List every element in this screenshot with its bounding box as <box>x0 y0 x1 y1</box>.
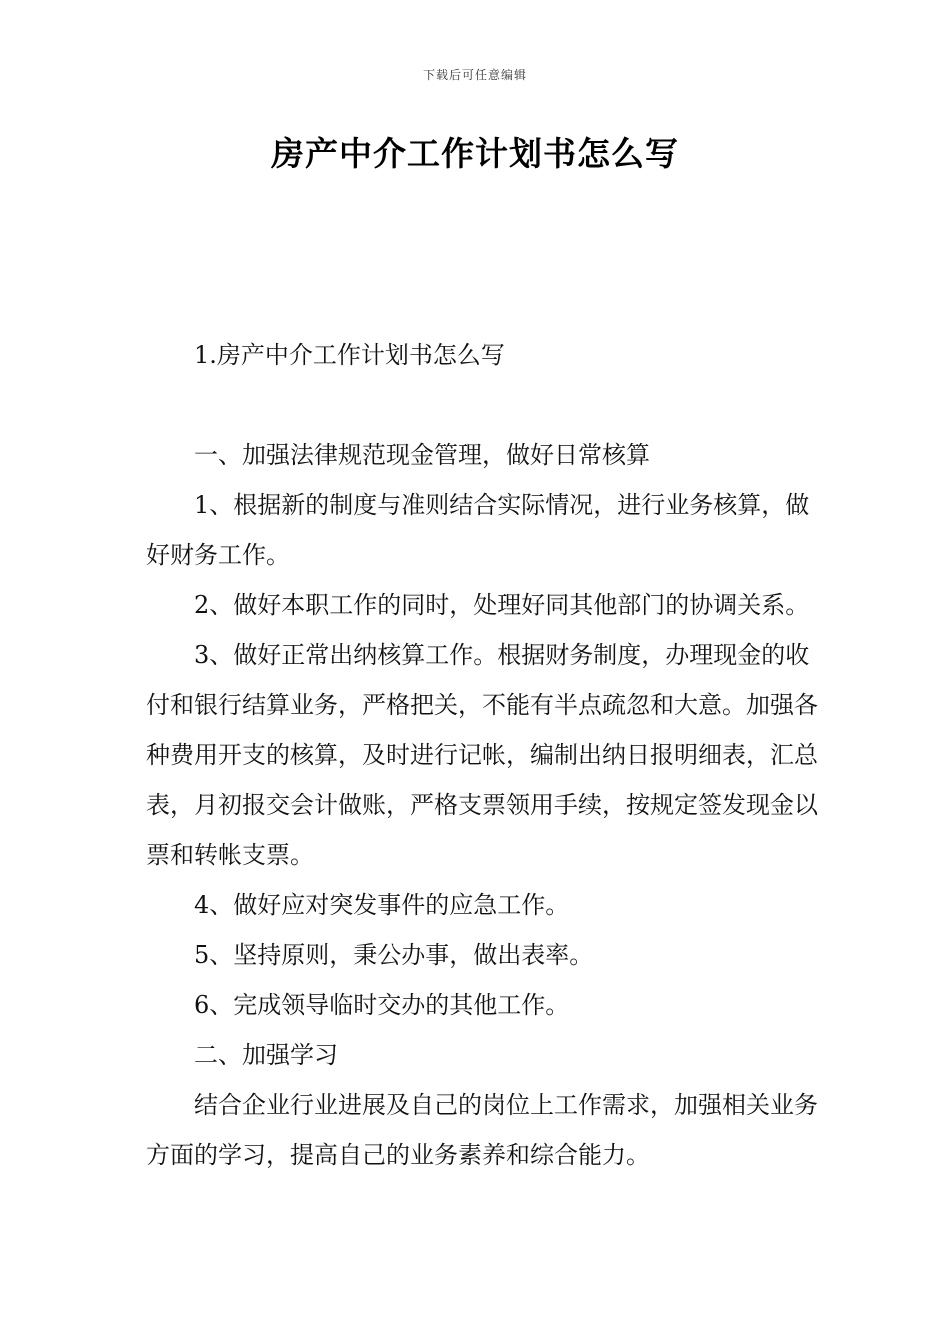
section-heading-1: 1.房产中介工作计划书怎么写 <box>194 341 505 369</box>
section-heading-2: 一、加强法律规范现金管理，做好日常核算 <box>194 441 650 469</box>
document-body <box>146 330 826 1180</box>
paragraph-item-2: 2、做好本职工作的同时，处理好同其他部门的协调关系。 <box>194 591 810 619</box>
paragraph-item-1: 1、根据新的制度与准则结合实际情况，进行业务核算，做好财务工作。 <box>146 491 810 569</box>
paragraph-item-4: 4、做好应对突发事件的应急工作。 <box>194 891 570 919</box>
document-title: 房产中介工作计划书怎么写 <box>271 134 679 173</box>
paragraph-study: 结合企业行业进展及自己的岗位上工作需求，加强相关业务方面的学习，提高自己的业务素养和综合能力。 <box>146 1091 818 1169</box>
section-heading-3: 二、加强学习 <box>194 1041 338 1069</box>
paragraph-item-6: 6、完成领导临时交办的其他工作。 <box>194 991 570 1019</box>
paragraph-item-5: 5、坚持原则，秉公办事，做出表率。 <box>194 941 594 969</box>
paragraph-item-3: 3、做好正常出纳核算工作。根据财务制度，办理现金的收付和银行结算业务，严格把关，不能有半点疏忽和大意。加强各种费用开支的核算，及时进行记帐，编制出纳日报明细表，汇总表，月初报交会计做账，严格支票领用手续，按规定签发现金以票和转帐支票。 <box>146 641 818 869</box>
header-note: 下载后可任意编辑 <box>422 68 527 82</box>
